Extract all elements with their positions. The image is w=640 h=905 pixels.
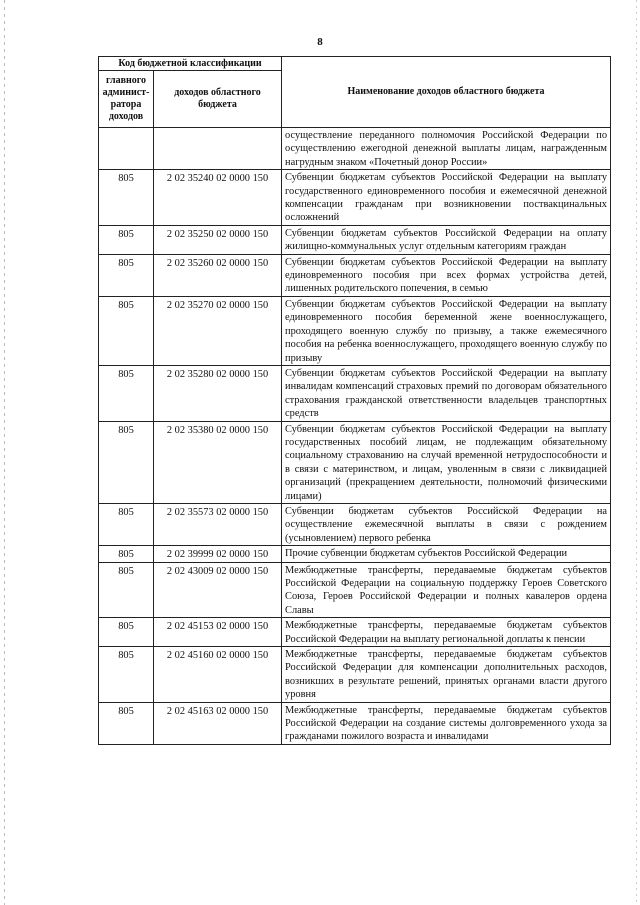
admin-code-cell: 805 <box>99 503 154 545</box>
admin-column-header: главного админист-ратора доходов <box>99 71 154 128</box>
admin-code-cell: 805 <box>99 562 154 618</box>
revenue-name-cell: Межбюджетные трансферты, передаваемые бюджетам субъектов Российской Федерации на создание системы долговременного ухода за гражданами пожилого возраста и инвалидами <box>282 702 611 744</box>
revenue-name-cell: Межбюджетные трансферты, передаваемые бюджетам субъектов Российской Федерации для компенсации дополнительных расходов, возникших в результате решений, принятых органами власти другого уровня <box>282 647 611 703</box>
budget-code-cell: 2 02 35380 02 0000 150 <box>154 421 282 503</box>
revenue-name-cell: Субвенции бюджетам субъектов Российской Федерации на выплату единовременного пособия беременной жене военнослужащего, проходящего военную службу по призыву, а также ежемесячного пособия на ребенка военнослужащего, проходящего военную службу по призыву <box>282 296 611 365</box>
scan-edge-right <box>636 0 637 905</box>
table-row <box>99 546 611 562</box>
admin-code-cell <box>99 128 154 170</box>
budget-code-cell: 2 02 35280 02 0000 150 <box>154 365 282 421</box>
table-row <box>99 128 611 170</box>
table-row <box>99 647 611 703</box>
name-column-header: Наименование доходов областного бюджета <box>282 57 611 128</box>
table-body <box>99 128 611 745</box>
admin-code-cell: 805 <box>99 170 154 226</box>
revenue-name-cell: Прочие субвенции бюджетам субъектов Российской Федерации <box>282 546 611 562</box>
revenue-name-cell: Субвенции бюджетам субъектов Российской Федерации на выплату инвалидам компенсаций страховых премий по договорам обязательного страхования гражданской ответственности владельцев транспортных средств <box>282 365 611 421</box>
scan-edge-left <box>4 0 5 905</box>
table-row <box>99 618 611 647</box>
table-row <box>99 254 611 296</box>
budget-code-cell: 2 02 43009 02 0000 150 <box>154 562 282 618</box>
revenue-name-cell: Субвенции бюджетам субъектов Российской Федерации на осуществление ежемесячной выплаты в связи с рождением (усыновлением) первого ребенка <box>282 503 611 545</box>
budget-code-cell: 2 02 39999 02 0000 150 <box>154 546 282 562</box>
page-number: 8 <box>317 36 323 48</box>
admin-code-cell: 805 <box>99 421 154 503</box>
budget-revenue-table <box>98 56 611 745</box>
table-row <box>99 296 611 365</box>
revenue-name-cell: Межбюджетные трансферты, передаваемые бюджетам субъектов Российской Федерации на социальную поддержку Героев Советского Союза, Героев Российской Федерации и полных кавалеров ордена Славы <box>282 562 611 618</box>
revenue-name-cell: Межбюджетные трансферты, передаваемые бюджетам субъектов Российской Федерации на выплату региональной доплаты к пенсии <box>282 618 611 647</box>
admin-code-cell: 805 <box>99 296 154 365</box>
budget-code-cell: 2 02 45160 02 0000 150 <box>154 647 282 703</box>
table-row <box>99 562 611 618</box>
table-row <box>99 503 611 545</box>
table-row <box>99 170 611 226</box>
budget-code-cell: 2 02 35260 02 0000 150 <box>154 254 282 296</box>
budget-code-cell: 2 02 45163 02 0000 150 <box>154 702 282 744</box>
budget-code-cell: 2 02 35250 02 0000 150 <box>154 225 282 254</box>
admin-code-cell: 805 <box>99 702 154 744</box>
revenue-name-cell: осуществление переданного полномочия Российской Федерации по осуществлению ежегодной денежной выплаты лицам, награжденным нагрудным знаком «Почетный донор России» <box>282 128 611 170</box>
budget-code-cell: 2 02 45153 02 0000 150 <box>154 618 282 647</box>
admin-code-cell: 805 <box>99 365 154 421</box>
admin-code-cell: 805 <box>99 647 154 703</box>
revenue-name-cell: Субвенции бюджетам субъектов Российской Федерации на выплату единовременного пособия при всех формах устройства детей, лишенных родительского попечения, в семью <box>282 254 611 296</box>
code-column-header: доходов областного бюджета <box>154 71 282 128</box>
table-row <box>99 421 611 503</box>
table-row <box>99 365 611 421</box>
table-row <box>99 225 611 254</box>
table-row <box>99 702 611 744</box>
budget-code-cell: 2 02 35240 02 0000 150 <box>154 170 282 226</box>
admin-code-cell: 805 <box>99 618 154 647</box>
code-group-header: Код бюджетной классификации <box>99 57 282 71</box>
revenue-name-cell: Субвенции бюджетам субъектов Российской Федерации на оплату жилищно-коммунальных услуг отдельным категориям граждан <box>282 225 611 254</box>
budget-code-cell: 2 02 35573 02 0000 150 <box>154 503 282 545</box>
admin-code-cell: 805 <box>99 225 154 254</box>
revenue-name-cell: Субвенции бюджетам субъектов Российской Федерации на выплату государственных пособий лицам, не подлежащим обязательному социальному страхованию на случай временной нетрудоспособности и в связи с материнством, и лицам, уволенным в связи с ликвидацией организаций (прекращением деятельности, полномочий физическими лицами) <box>282 421 611 503</box>
admin-code-cell: 805 <box>99 254 154 296</box>
table-header <box>99 57 611 128</box>
budget-code-cell <box>154 128 282 170</box>
revenue-name-cell: Субвенции бюджетам субъектов Российской Федерации на выплату государственного единовременного пособия и ежемесячной денежной компенсации гражданам при возникновении поствакцинальных осложнений <box>282 170 611 226</box>
budget-code-cell: 2 02 35270 02 0000 150 <box>154 296 282 365</box>
admin-code-cell: 805 <box>99 546 154 562</box>
